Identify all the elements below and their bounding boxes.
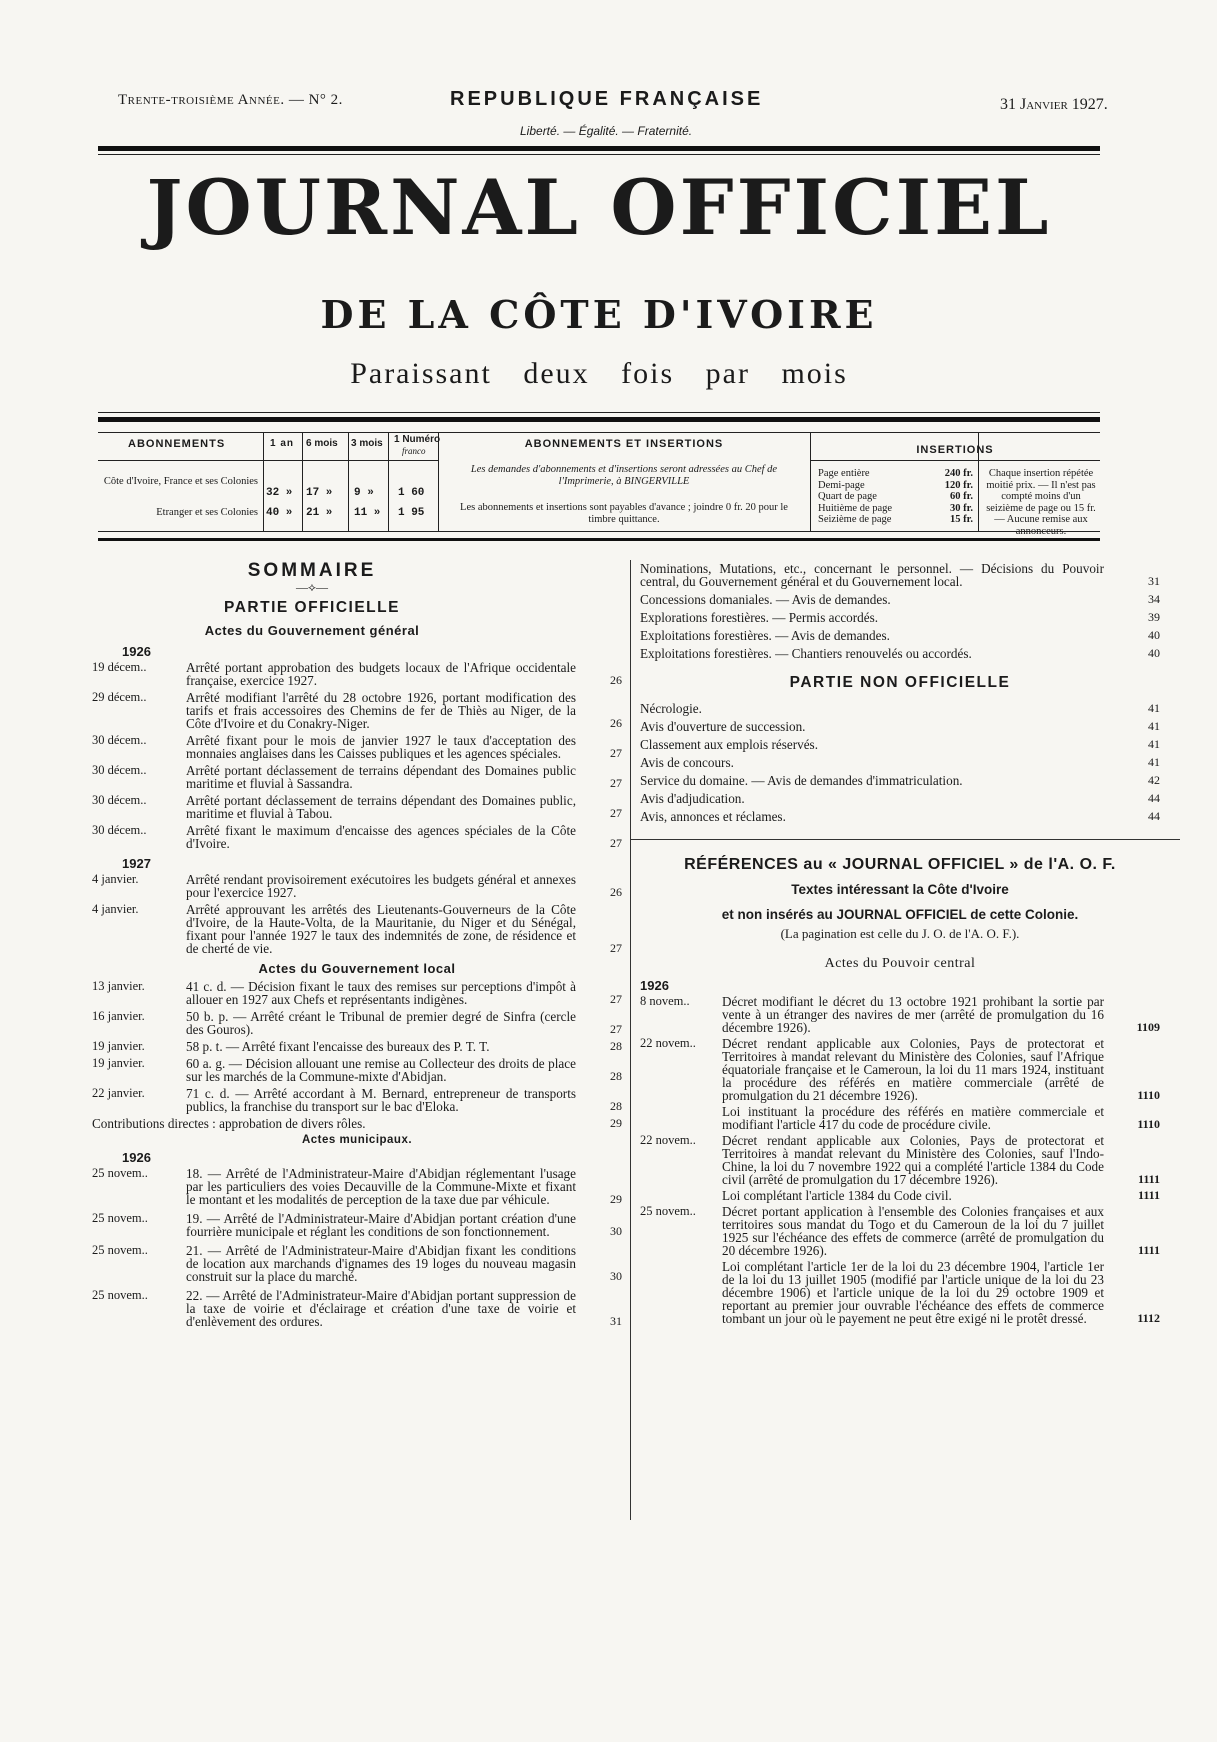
list-item — [640, 1260, 1160, 1325]
title-rule — [98, 417, 1100, 422]
year-1927: 1927 — [122, 856, 151, 871]
list-item — [640, 629, 1160, 642]
list-item — [92, 734, 622, 760]
entry-text: Loi complétant l'article 1er de la loi du 23 décembre 1904, l'article 1er de la loi du 13 juillet 1905 (modifié par l'article unique de la loi du 23 décembre 1906) et l'article unique de la loi du 29 octobre 1909 et reportant au premier jour ouvrable l'échéance des effets de commerce tombant un jour où le payement ne peut être exigé ni le protêt dressé. — [722, 1259, 1104, 1326]
entry-page: 1112 — [1137, 1311, 1160, 1325]
entry-date: 4 janvier. — [92, 902, 139, 916]
entry-text: Explorations forestières. — Permis accordés. — [640, 610, 879, 625]
subs-row-label: Etranger et ses Colonies — [156, 507, 258, 518]
entry-date: 30 décem.. — [92, 823, 147, 837]
list-item — [92, 1212, 622, 1238]
entry-text: 41 c. d. — Décision fixant le taux des remises sur perceptions d'impôt à allouer en 1927 aux Chefs et représentants indigènes. — [186, 979, 576, 1007]
entry-date: 25 novem.. — [92, 1243, 148, 1257]
entry-page: 27 — [610, 746, 622, 760]
entry-text: Arrêté fixant le maximum d'encaisse des agences spéciales de la Côte d'Ivoire. — [186, 823, 576, 851]
ins-price-list — [818, 468, 973, 526]
entry-page: 1109 — [1136, 1020, 1160, 1034]
entry-page: 27 — [610, 836, 622, 850]
entry-text: Arrêté portant déclassement de terrains dépendant des Domaines public, maritime et fluvial à Tabou. — [186, 793, 576, 821]
entry-page: 29 — [610, 1192, 622, 1206]
subs-row-an: 32 » — [266, 487, 293, 499]
entry-text: 18. — Arrêté de l'Administrateur-Maire d'Abidjan réglementant l'usage par les particuliers des voies Decauville de la Commune-Mixte et fixant le montant et les modalités de perception de la taxe due par véhicule. — [186, 1166, 576, 1207]
references-sub2: et non insérés au JOURNAL OFFICIEL de cette Colonie. — [721, 907, 1079, 922]
entry-page: 1110 — [1137, 1088, 1160, 1102]
list-item — [640, 995, 1160, 1034]
column-divider — [630, 560, 631, 1520]
entry-page: 28 — [610, 1039, 622, 1053]
list-item — [92, 873, 622, 899]
issue-date: 31 Janvier 1927. — [1000, 96, 1108, 113]
list-item — [640, 1105, 1160, 1131]
entry-page: 31 — [610, 1314, 622, 1328]
entry-text: Avis d'ouverture de succession. — [640, 719, 806, 734]
entry-text: Arrêté portant déclassement de terrains dépendant des Domaines public maritime et fluvial à Sassandra. — [186, 763, 576, 791]
col-6-mois: 6 mois — [306, 438, 338, 449]
entry-text: Loi complétant l'article 1384 du Code civil. — [722, 1188, 952, 1203]
list-item — [640, 1205, 1160, 1257]
list-item — [640, 810, 1160, 823]
header-rule-thin — [98, 154, 1100, 155]
entry-date: 4 janvier. — [92, 872, 139, 886]
entry-page: 26 — [610, 716, 622, 730]
list-item — [640, 611, 1160, 624]
entry-page: 28 — [610, 1069, 622, 1083]
list-item — [640, 1134, 1160, 1186]
entry-date: 8 novem.. — [640, 994, 690, 1008]
entry-text: Contributions directes : approbation de divers rôles. — [92, 1116, 366, 1131]
ins-label: Demi-page — [818, 479, 865, 491]
entry-text: Décret rendant applicable aux Colonies, Pays de protectorat et Territoires à mandat relevant du Ministère des Colonies, sauf l'Indo-Chine, la loi du 7 novembre 1922 qui a complété l'article 1384 du Code civil (arrêté de promulgation du 17 décembre 1926). — [722, 1133, 1104, 1187]
partie-non-officielle-heading: PARTIE NON OFFICIELLE — [789, 674, 1011, 691]
ins-label: Huitième de page — [818, 502, 893, 514]
partie-officielle-heading: PARTIE OFFICIELLE — [224, 599, 400, 616]
entry-page: 30 — [610, 1269, 622, 1283]
entry-date: 19 décem.. — [92, 660, 147, 674]
entry-page: 1110 — [1137, 1117, 1160, 1131]
entry-page: 41 — [1148, 737, 1160, 751]
edition-number: Trente-troisième Année. — N° 2. — [118, 92, 343, 108]
journal-title: JOURNAL OFFICIEL — [146, 163, 1052, 252]
references-note: (La pagination est celle du J. O. de l'A. O. F.). — [780, 926, 1020, 941]
ornament: —⟡— — [296, 580, 328, 594]
entry-page: 44 — [1148, 791, 1160, 805]
list-item — [640, 756, 1160, 769]
entry-date: 30 décem.. — [92, 763, 147, 777]
entry-date: 29 décem.. — [92, 690, 147, 704]
entry-text: Exploitations forestières. — Chantiers renouvelés ou accordés. — [640, 646, 972, 661]
list-item — [640, 647, 1160, 660]
entry-text: 22. — Arrêté de l'Administrateur-Maire d'Abidjan portant suppression de la taxe de voirie et d'éclairage et création d'une taxe de voirie et d'enlèvement des ordures. — [186, 1288, 576, 1329]
entry-text: 60 a. g. — Décision allouant une remise au Collecteur des droits de place sur les marchés de la Commune-mixte d'Abidjan. — [186, 1056, 576, 1084]
journal-tagline: Paraissant deux fois par mois — [350, 357, 848, 390]
entry-text: Décret portant application à l'ensemble des Colonies françaises et aux territoires sous mandat du Togo et du Cameroun de la loi du 7 juillet 1925 sur l'échéance des effets de commerce (arrêté de promulgation du 20 décembre 1926). — [722, 1204, 1104, 1258]
entry-date: 25 novem.. — [640, 1204, 696, 1218]
entry-text: Décret rendant applicable aux Colonies, Pays de protectorat et Territoires à mandat relevant du Ministère des Colonies, sauf l'Afrique équatoriale française et le Cameroun, la loi du 11 mars 1924, instituant la procédure des référés en matière commerciale (arrêté de promulgation du 21 décembre 1926). — [722, 1036, 1104, 1103]
entry-page: 1111 — [1137, 1243, 1160, 1257]
entry-text: Avis d'adjudication. — [640, 791, 745, 806]
entry-date: 30 décem.. — [92, 733, 147, 747]
col-numero-sub: franco — [402, 446, 426, 456]
list-item — [640, 593, 1160, 606]
list-item — [640, 1189, 1160, 1202]
list-item — [640, 1037, 1160, 1102]
journal-subtitle: DE LA CÔTE D'IVOIRE — [320, 292, 878, 337]
entry-page: 42 — [1148, 773, 1160, 787]
subs-heading: ABONNEMENTS — [128, 438, 226, 450]
subs-row-label: Côte d'Ivoire, France et ses Colonies — [103, 476, 258, 487]
entry-text: Arrêté rendant provisoirement exécutoires les budgets général et annexes pour l'exercice 1927. — [186, 872, 576, 900]
entry-page: 27 — [610, 806, 622, 820]
mid-text-1: Les demandes d'abonnements et d'insertions seront adressées au Chef de l'Imprimerie, à BINGERVILLE — [470, 464, 778, 487]
entry-date: 25 novem.. — [92, 1288, 148, 1302]
year-1926-ref: 1926 — [640, 978, 669, 993]
sommaire-left-column — [92, 560, 622, 1334]
motto: Liberté. — Égalité. — Fraternité. — [520, 124, 693, 138]
entry-date: 22 janvier. — [92, 1086, 145, 1100]
references-heading: RÉFÉRENCES au « JOURNAL OFFICIEL » de l'A. O. F. — [684, 856, 1116, 873]
entry-page: 31 — [1148, 574, 1160, 588]
mid-heading: ABONNEMENTS ET INSERTIONS — [524, 438, 724, 450]
entry-date: 30 décem.. — [92, 793, 147, 807]
list-item — [92, 661, 622, 687]
entry-date: 19 janvier. — [92, 1056, 145, 1070]
ins-note: Chaque insertion répétée moitié prix. — Il n'est pas compté moins d'un seizième de page ou 15 fr. — Aucune remise aux annonceurs. — [986, 468, 1096, 537]
subs-row-trois: 9 » — [354, 487, 374, 499]
year-1926-municipal: 1926 — [122, 1150, 151, 1165]
list-item — [92, 764, 622, 790]
entry-text: Arrêté portant approbation des budgets locaux de l'Afrique occidentale française, exercice 1927. — [186, 660, 576, 688]
entry-text: Service du domaine. — Avis de demandes d'immatriculation. — [640, 773, 963, 788]
entry-text: Décret modifiant le décret du 13 octobre 1921 prohibant la sortie par vente à un étranger des navires de mer (arrêté de promulgation du 16 décembre 1926). — [722, 994, 1104, 1035]
entry-date: 13 janvier. — [92, 979, 145, 993]
subs-row-six: 21 » — [306, 507, 333, 519]
entry-date: 25 novem.. — [92, 1211, 148, 1225]
entry-date: 16 janvier. — [92, 1009, 145, 1023]
list-item — [92, 1289, 622, 1328]
list-item — [640, 720, 1160, 733]
entry-page: 44 — [1148, 809, 1160, 823]
entry-text: 21. — Arrêté de l'Administrateur-Maire d'Abidjan fixant les conditions de location aux marchands d'ignames des 19 loges du nouveau magasin construit sur la place du marché. — [186, 1243, 576, 1284]
entry-page: 30 — [610, 1224, 622, 1238]
entry-text: Avis, annonces et réclames. — [640, 809, 786, 824]
entry-date: 22 novem.. — [640, 1133, 696, 1147]
col-1-an: 1 an — [270, 438, 295, 449]
entry-page: 27 — [610, 1022, 622, 1036]
year-1926: 1926 — [122, 644, 151, 659]
entry-page: 27 — [610, 776, 622, 790]
entry-page: 39 — [1148, 610, 1160, 624]
list-item — [92, 1057, 622, 1083]
list-item — [640, 792, 1160, 805]
col-3-mois: 3 mois — [351, 438, 383, 449]
entry-text: Arrêté fixant pour le mois de janvier 1927 le taux d'acceptation des monnaies anglaises dans les Caisses publiques et les agences spéciales. — [186, 733, 576, 761]
subs-row-numero: 1 95 — [398, 507, 425, 519]
entry-page: 27 — [610, 941, 622, 955]
list-item — [92, 1117, 622, 1130]
entry-text: 58 p. t. — Arrêté fixant l'encaisse des bureaux des P. T. T. — [186, 1039, 490, 1054]
list-item — [92, 1244, 622, 1283]
entry-page: 41 — [1148, 719, 1160, 733]
entry-date: 22 novem.. — [640, 1036, 696, 1050]
entry-page: 26 — [610, 885, 622, 899]
republic-heading: REPUBLIQUE FRANÇAISE — [450, 88, 764, 110]
ins-label: Page entière — [818, 468, 870, 479]
entry-page: 1111 — [1137, 1172, 1160, 1186]
ins-price: 120 fr. — [944, 479, 973, 491]
entry-text: Nominations, Mutations, etc., concernant le personnel. — Décisions du Pouvoir central, du Gouvernement général et du Gouvernement local. — [640, 561, 1104, 589]
list-item — [92, 1087, 622, 1113]
ins-heading: INSERTIONS — [916, 444, 994, 456]
list-item — [92, 980, 622, 1006]
list-item — [640, 562, 1160, 588]
col-numero: 1 Numéro — [394, 434, 441, 445]
entry-text: 50 b. p. — Arrêté créant le Tribunal de premier degré de Sinfra (cercle des Gouros). — [186, 1009, 576, 1037]
header-rule — [98, 146, 1100, 151]
entry-page: 1111 — [1137, 1188, 1160, 1202]
entry-page: 40 — [1148, 628, 1160, 642]
title-rule-thin — [98, 412, 1100, 413]
gouv-general-heading: Actes du Gouvernement général — [204, 623, 420, 638]
list-item — [92, 794, 622, 820]
entry-page: 26 — [610, 673, 622, 687]
subscription-table — [98, 432, 1100, 537]
ins-price: 240 fr. — [944, 468, 973, 479]
table-rule — [98, 538, 1100, 541]
list-item — [92, 691, 622, 730]
entry-text: Classement aux emplois réservés. — [640, 737, 818, 752]
list-item — [92, 824, 622, 850]
ins-label: Quart de page — [818, 491, 877, 502]
ins-label: Seizième de page — [818, 514, 892, 525]
entry-page: 27 — [610, 992, 622, 1006]
list-item — [92, 1010, 622, 1036]
entry-date: 19 janvier. — [92, 1039, 145, 1053]
subs-row-trois: 11 » — [354, 507, 381, 519]
entry-page: 29 — [610, 1116, 622, 1130]
municipaux-heading: Actes municipaux. — [301, 1134, 413, 1146]
entry-page: 41 — [1148, 701, 1160, 715]
entry-text: Exploitations forestières. — Avis de demandes. — [640, 628, 890, 643]
entry-text: 71 c. d. — Arrêté accordant à M. Bernard, entrepreneur de transports publics, la franchise du transport sur le bac d'Eloka. — [186, 1086, 576, 1114]
ins-price: 15 fr. — [950, 514, 973, 525]
gouv-local-heading: Actes du Gouvernement local — [258, 961, 456, 976]
subs-row-an: 40 » — [266, 507, 293, 519]
section-rule — [630, 839, 1180, 840]
entry-page: 40 — [1148, 646, 1160, 660]
pouvoir-central-heading: Actes du Pouvoir central — [824, 956, 976, 971]
list-item — [640, 774, 1160, 787]
entry-text: Arrêté modifiant l'arrêté du 28 octobre 1926, portant modification des tarifs et frais accessoires des Chemins de fer de Thiès au Niger, de la Côte d'Ivoire et du Conakry-Niger. — [186, 690, 576, 731]
entry-text: Loi instituant la procédure des référés en matière commerciale et modifiant l'article 417 du code de procédure civile. — [722, 1104, 1104, 1132]
list-item — [640, 702, 1160, 715]
entry-page: 41 — [1148, 755, 1160, 769]
entry-date: 25 novem.. — [92, 1166, 148, 1180]
sommaire-right-column — [640, 562, 1160, 1328]
subs-row-six: 17 » — [306, 487, 333, 499]
list-item — [92, 1167, 622, 1206]
entry-text: Avis de concours. — [640, 755, 734, 770]
entry-text: 19. — Arrêté de l'Administrateur-Maire d'Abidjan portant création d'une fourrière municipale et réglant les conditions de son fonctionnement. — [186, 1211, 576, 1239]
list-item — [92, 903, 622, 955]
entry-page: 28 — [610, 1099, 622, 1113]
sommaire-heading: SOMMAIRE — [247, 560, 377, 581]
entry-text: Concessions domaniales. — Avis de demandes. — [640, 592, 891, 607]
entry-text: Arrêté approuvant les arrêtés des Lieutenants-Gouverneurs de la Côte d'Ivoire, de la Haute-Volta, de la Mauritanie, du Niger et du Sénégal, fixant pour l'année 1927 le taux des indemnités de zone, de résidence et de cherté de vie. — [186, 902, 576, 956]
list-item — [640, 738, 1160, 751]
entry-text: Nécrologie. — [640, 701, 702, 716]
mid-text-2: Les abonnements et insertions sont payables d'avance ; joindre 0 fr. 20 pour le timbre quittance. — [460, 502, 788, 525]
ins-price: 60 fr. — [950, 491, 973, 502]
subs-row-numero: 1 60 — [398, 487, 425, 499]
ins-price: 30 fr. — [950, 502, 973, 514]
list-item — [92, 1040, 622, 1053]
references-sub1: Textes intéressant la Côte d'Ivoire — [791, 882, 1009, 897]
entry-page: 34 — [1148, 592, 1160, 606]
